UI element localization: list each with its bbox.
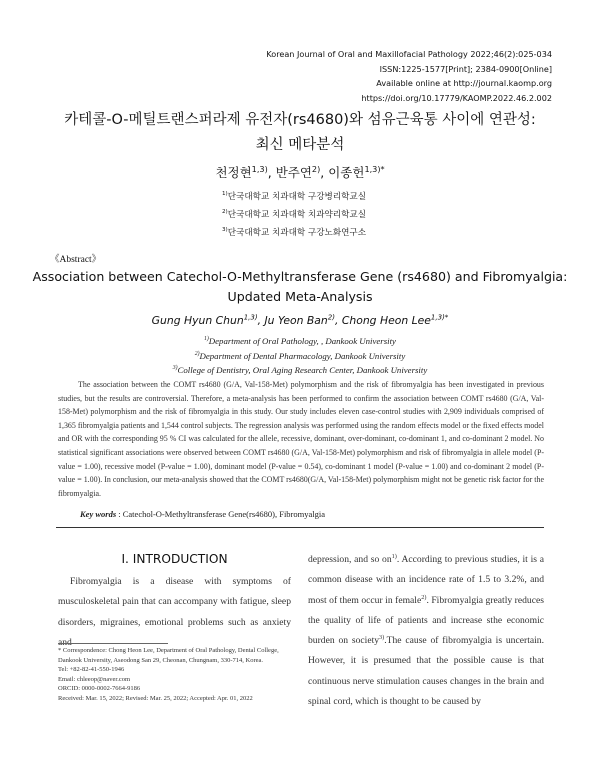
footnote-dates: Received: Mar. 15, 2022; Revised: Mar. 25, 2022; Accepted: Apr. 01, 2022 [58,694,253,702]
affiliation-text: Department of Oral Pathology, , Dankook University [208,336,396,346]
affiliation-mark: 2) [222,209,228,216]
affiliation [222,206,366,224]
section-heading-introduction: Ⅰ. INTRODUCTION [121,552,228,566]
author-name: 이종헌 [328,165,365,180]
author-affiliation-mark: 1,3) [251,163,268,174]
affiliation-mark: 3) [172,365,178,372]
body-text: . According to previous studies, it is a common disease with an incidence rate of 1.5 to 3.2%, and most of them occur in female [308,554,544,606]
korean-title-line2: 최신 메타분석 [255,137,345,153]
author-name: 천정현 [215,165,252,180]
keywords [80,509,325,519]
affiliation-text: College of Dentistry, Oral Aging Research Center, Dankook University [177,365,428,375]
footnote-email: Email: chleeop@naver.com [58,675,131,683]
body-text: depression, and so on [308,554,392,565]
intro-paragraph: Fibromyalgia is a disease with symptoms of musculoskeletal pain that can accompany with fatigue, sleep disorders, migraines, emotional problems such as anxiety and [58,576,291,648]
korean-title [0,108,600,158]
body-text: .The cause of fibromyalgia is uncertain. However, it is presumed that the possible cause is that continuous nerve stimulation causes changes in the brain and spinal cord, which is thought to be caused by [308,635,544,708]
english-authors [0,314,600,327]
citation-ref: 2) [421,593,427,601]
affiliation-mark: 2) [194,350,200,357]
footnote-divider [58,643,168,644]
journal-url: Available online at http://journal.kaomp.org [376,78,552,88]
journal-doi: https://doi.org/10.17779/KAOMP.2022.46.2.002 [361,92,552,103]
korean-authors [0,163,600,181]
author-separator: , [320,165,329,180]
section-divider [56,527,544,528]
author-affiliation-mark: 1,3)* [364,163,385,174]
left-column [58,572,291,653]
journal-header [266,47,552,105]
correspondence-footnote [58,646,294,704]
author-name: Ju Yeon Ban [264,314,328,327]
english-affiliations [0,334,600,378]
journal-citation: Korean Journal of Oral and Maxillofacial Pathology 2022;46(2):025-034 [266,49,552,59]
author-separator: , [257,314,265,327]
affiliation [0,334,600,349]
author-separator: , [267,165,276,180]
citation-ref: 1) [391,552,397,560]
abstract-label: 《Abstract》 [50,255,102,265]
footnote-tel: Tel: +82-82-41-550-1946 [58,666,125,674]
keywords-text: : Catechol-O-Methyltransferase Gene(rs4680), Fibromyalgia [118,509,326,519]
affiliation [0,349,600,364]
affiliation-mark: 1) [222,191,228,198]
author-affiliation-mark: 2) [311,163,321,174]
abstract-paragraph: The association between the COMT rs4680 (G/A, Val-158-Met) polymorphism and the risk of fibromyalgia has been investigated in previous studies, but the results are controversial. Therefore, a meta-analysis has been performed to confirm the association between COMT rs4680 (G/A, Val-158-Met) polymorphism and the risk of fibromyalgia in this study. Our study includes eleven case-control studies with 2,909 individuals comprised of 1,365 fibromyalgia patients and 1,544 control subjects. The regression analysis was performed using the random effects model or the fixed effects model and OR with the corresponding 95 % CI was calculated for the allele, recessive, dominant, over-dominant, co-dominant 1, and co-dominant 2 model. No statistical significant associations were observed between COMT rs4680 (G/A, Val-158-Met) polymorphism and risk of fibromyalgia in allele model (P-value = 1.00), recessive model (P-value = 1.00), dominant model (P-value = 0.54), co-dominant 1 model (P-value = 1.00) and co-dominant 2 model (P-value = 1.00). In conclusion, our meta-analysis showed that the COMT rs4680(G/A, Val-158-Met) polymorphism might not be genetic risk factor for the fibromyalgia. [58,380,544,498]
affiliation [222,224,366,242]
footnote-correspondence: * Correspondence: Chong Heon Lee, Department of Oral Pathology, Dental College, Dankook University, Aseodong San 29, Cheonan, Chungnam, 330-714, Korea. [58,647,279,664]
affiliation-mark: 3) [222,227,228,234]
author-separator: , [334,314,342,327]
footnote-orcid: ORCID: 0000-0002-7664-9186 [58,685,141,693]
abstract-body [58,378,544,500]
journal-issn: ISSN:1225-1577[Print]; 2384-0900[Online] [379,63,552,74]
author-name: 반주연 [275,165,312,180]
english-title-line2: Updated Meta-Analysis [227,289,373,304]
affiliation-text: 단국대학교 치과대학 구강병리학교실 [227,192,367,202]
affiliation-text: 단국대학교 치과대학 구강노화연구소 [227,228,367,238]
intro-paragraph-continued [308,550,544,712]
author-name: Chong Heon Lee [341,314,431,327]
author-affiliation-mark: 2) [327,312,335,322]
affiliation-mark: 1) [204,336,209,343]
right-column [308,550,544,712]
author-affiliation-mark: 1,3) [243,312,258,322]
body-text: . Fibromyalgia greatly reduces the quality of life of patients and increase sthe economic burden on society [308,594,544,647]
affiliation [222,188,366,206]
korean-title-line1: 카테콜-O-메틸트랜스퍼라제 유전자(rs4680)와 섬유근육통 사이에 연관성: [64,112,536,128]
affiliation-text: Department of Dental Pharmacology, Dankook University [199,350,406,361]
author-name: Gung Hyun Chun [151,314,244,327]
affiliation-text: 단국대학교 치과대학 치과약리학교실 [227,210,367,220]
citation-ref: 3) [379,634,385,641]
english-title [0,267,600,307]
keywords-label: Key words [80,509,117,519]
korean-affiliations [222,188,366,242]
author-affiliation-mark: 1,3)* [430,312,449,322]
affiliation [0,363,600,378]
english-title-line1: Association between Catechol-O-Methyltransferase Gene (rs4680) and Fibromyalgia: [32,269,568,284]
